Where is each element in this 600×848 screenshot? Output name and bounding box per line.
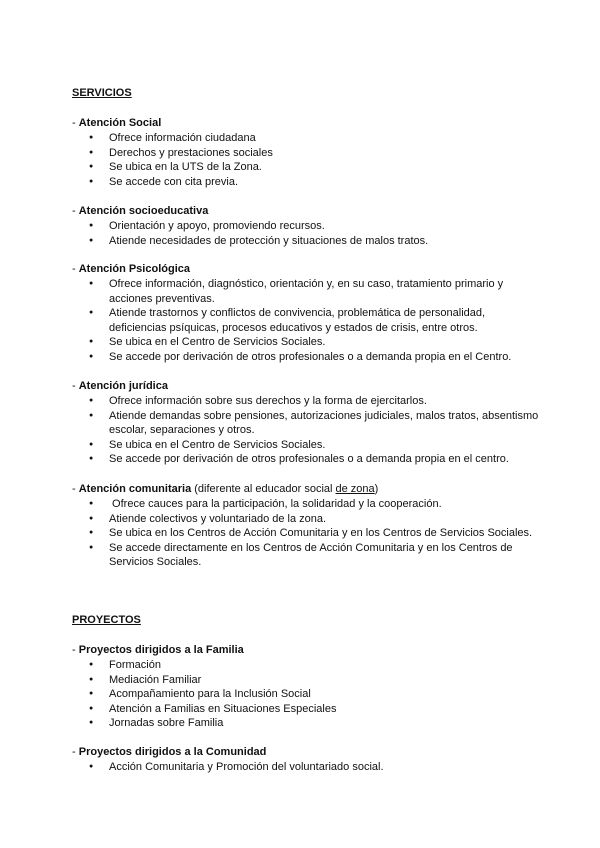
bullet-list xyxy=(72,760,542,775)
bullet-list xyxy=(72,658,542,731)
list-item: ● Mediación Familiar xyxy=(72,673,542,688)
list-item: ● Se ubica en los Centros de Acción Comunitaria y en los Centros de Servicios Sociales. xyxy=(72,526,542,541)
list-item: ● Se accede con cita previa. xyxy=(72,175,542,190)
list-item: ● Ofrece información ciudadana xyxy=(72,131,542,146)
servicios-heading: SERVICIOS xyxy=(72,87,132,99)
section-title: - Proyectos dirigidos a la Comunidad xyxy=(72,746,267,758)
list-item: ● Formación xyxy=(72,658,542,673)
bullet-list xyxy=(72,277,542,365)
list-item: ● Atención a Familias en Situaciones Especiales xyxy=(72,702,542,717)
bullet-list xyxy=(72,497,542,570)
list-item: ● Ofrece información sobre sus derechos y la forma de ejercitarlos. xyxy=(72,394,542,409)
section-title: - Proyectos dirigidos a la Familia xyxy=(72,644,244,656)
section-atencion-psicologica xyxy=(72,262,542,365)
list-item: ● Se accede por derivación de otros profesionales o a demanda propia en el centro. xyxy=(72,452,542,467)
section-title: - Atención socioeducativa xyxy=(72,205,209,217)
list-item: ● Acompañamiento para la Inclusión Social xyxy=(72,687,542,702)
section-proyectos-comunidad xyxy=(72,745,542,775)
list-item: ● Ofrece cauces para la participación, la solidaridad y la cooperación. xyxy=(72,497,542,512)
list-item: ● Atiende trastornos y conflictos de convivencia, problemática de personalidad, deficiencias psíquicas, procesos educativos y estados de crisis, entre otros. xyxy=(72,306,542,335)
list-item: ● Atiende colectivos y voluntariado de la zona. xyxy=(72,512,542,527)
bullet-list xyxy=(72,394,542,467)
proyectos-heading: PROYECTOS xyxy=(72,614,141,626)
list-item: ● Acción Comunitaria y Promoción del voluntariado social. xyxy=(72,760,542,775)
list-item: ● Derechos y prestaciones sociales xyxy=(72,146,542,161)
section-title: - Atención jurídica xyxy=(72,380,168,392)
list-item: ● Atiende necesidades de protección y situaciones de malos tratos. xyxy=(72,234,542,249)
section-atencion-socioeducativa xyxy=(72,204,542,248)
list-item: ● Se ubica en la UTS de la Zona. xyxy=(72,160,542,175)
list-item: ● Jornadas sobre Familia xyxy=(72,716,542,731)
section-title: - Atención Social xyxy=(72,117,162,129)
bullet-list xyxy=(72,131,542,189)
list-item: ● Ofrece información, diagnóstico, orientación y, en su caso, tratamiento primario y acciones preventivas. xyxy=(72,277,542,306)
section-atencion-comunitaria xyxy=(72,482,542,570)
section-atencion-juridica xyxy=(72,379,542,467)
list-item: ● Se ubica en el Centro de Servicios Sociales. xyxy=(72,335,542,350)
list-item: ● Se accede directamente en los Centros de Acción Comunitaria y en los Centros de Servicios Sociales. xyxy=(72,541,542,570)
section-title: - Atención comunitaria (diferente al educador social de zona) xyxy=(72,483,379,495)
list-item: ● Orientación y apoyo, promoviendo recursos. xyxy=(72,219,542,234)
section-atencion-social xyxy=(72,116,542,189)
bullet-list xyxy=(72,219,542,248)
section-proyectos-familia xyxy=(72,643,542,731)
list-item: ● Atiende demandas sobre pensiones, autorizaciones judiciales, malos tratos, absentismo escolar, separaciones y otros. xyxy=(72,409,542,438)
section-title: - Atención Psicológica xyxy=(72,263,190,275)
list-item: ● Se accede por derivación de otros profesionales o a demanda propia en el Centro. xyxy=(72,350,542,365)
list-item: ● Se ubica en el Centro de Servicios Sociales. xyxy=(72,438,542,453)
